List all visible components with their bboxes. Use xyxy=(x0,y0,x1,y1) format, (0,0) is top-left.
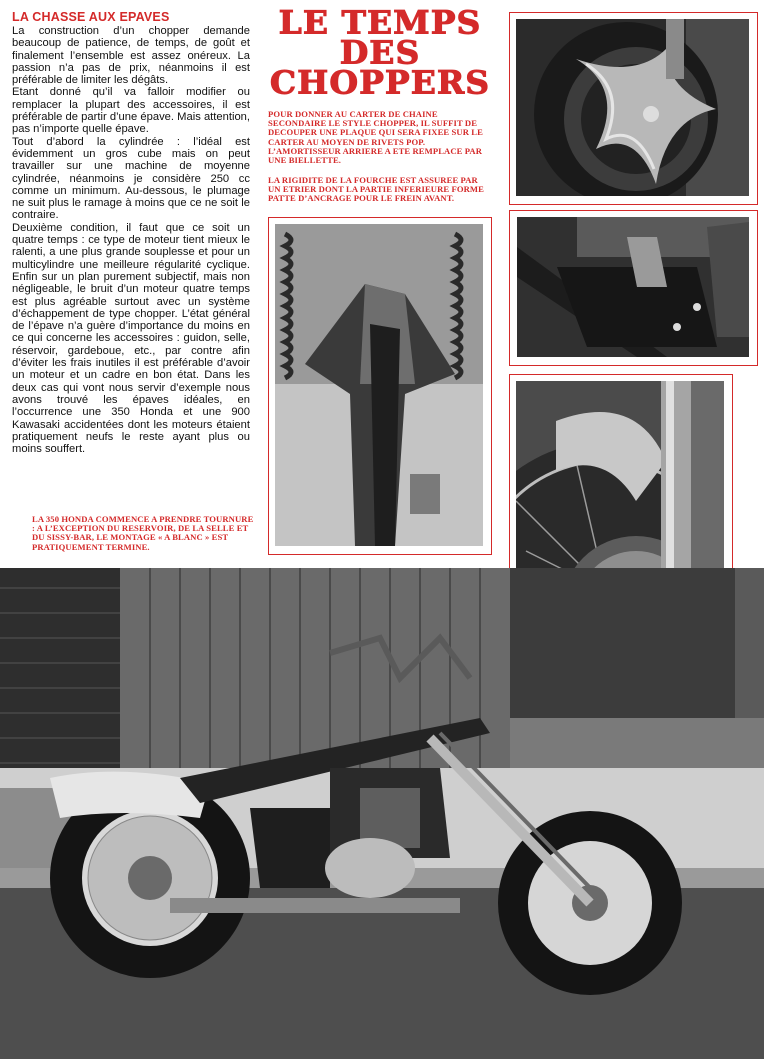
caption-fork: LA RIGIDITE DE LA FOURCHE EST ASSUREE PAR UN ETRIER DONT LA PARTIE INFERIEURE FORME PATTE D’ANCRAGE POUR LE FREIN AVANT. xyxy=(268,175,484,204)
photo-chain-case-frame xyxy=(509,12,758,205)
title-line: CHOPPERS xyxy=(269,64,491,102)
section-heading: LA CHASSE AUX EPAVES xyxy=(12,10,170,24)
paragraph: La construction d’un chopper demande beaucoup de patience, de temps, de goût et finalement l’ensemble est assez onéreux. La passion n’a pas de prix, néanmoins il est préférable de limiter les dégâts. xyxy=(12,25,250,87)
title-line: DES xyxy=(339,34,421,72)
caption-honda: LA 350 HONDA COMMENCE A PRENDRE TOURNURE : A L’EXCEPTION DU RESERVOIR, DE LA SELLE ET DU SISSY-BAR, LE MONTAGE « A BLANC » EST PRATIQUEMENT TERMINE. xyxy=(32,514,254,552)
article-title xyxy=(265,4,495,108)
photo-frame-detail-frame xyxy=(509,210,758,366)
photo-frame-detail xyxy=(517,217,749,357)
photo-fork-stirrup xyxy=(275,224,483,546)
title-line: LE TEMPS xyxy=(278,4,482,42)
photo-fork-stirrup-frame xyxy=(268,217,492,555)
photo-honda-350-chopper xyxy=(0,568,764,1059)
article-body xyxy=(12,25,250,455)
caption-chain-case: POUR DONNER AU CARTER DE CHAINE SECONDAIRE LE STYLE CHOPPER, IL SUFFIT DE DECOUPER UNE PLAQUE QUI SERA FIXEE SUR LE CARTER AU MOYEN DE RIVETS POP. L’AMORTISSEUR ARRIERE A ETE REMPLACE PAR UNE BIELLETTE. xyxy=(268,109,483,166)
paragraph: Tout d’abord la cylindrée : l’idéal est évidemment un gros cube mais on peut travailler sur une machine de moyenne cylindrée, néanmoins je considère 250 cc comme un minimum. Au-dessous, le plumage ne suit plus le ramage à moins que ce ne soit le contraire. xyxy=(12,135,250,222)
paragraph: Deuxième condition, il faut que ce soit un quatre temps : ce type de moteur tient mieux le ralenti, a une plus grande souplesse et pour un multicylindre une meilleure régularité cyclique. Enfin sur un plan purement subjectif, mais non négligeable, le bruit d’un moteur quatre temps est plus agréable surtout avec un système d’échappement de type chopper. L’état général de l’épave n’a guère d’importance du moins en ce qui concerne les accessoires : guidon, selle, réservoir, gardeboue, etc., par contre afin d’éviter les frais inutiles il est préférable d’avoir un moteur et un cadre en bon état. Dans les deux cas qui vont nous servir d’exemple nous avons trouvé les épaves idéales, en l’occurrence une 350 Honda et une 900 Kawasaki accidentées dont les moteurs étaient pratiquement neufs le reste ayant plus ou moins souffert. xyxy=(12,221,250,456)
paragraph: Etant donné qu’il va falloir modifier ou remplacer la plupart des accessoires, il est préférable de partir d’une épave. Mais attention, pas n’importe quelle épave. xyxy=(12,86,250,136)
photo-chain-case xyxy=(516,19,749,196)
